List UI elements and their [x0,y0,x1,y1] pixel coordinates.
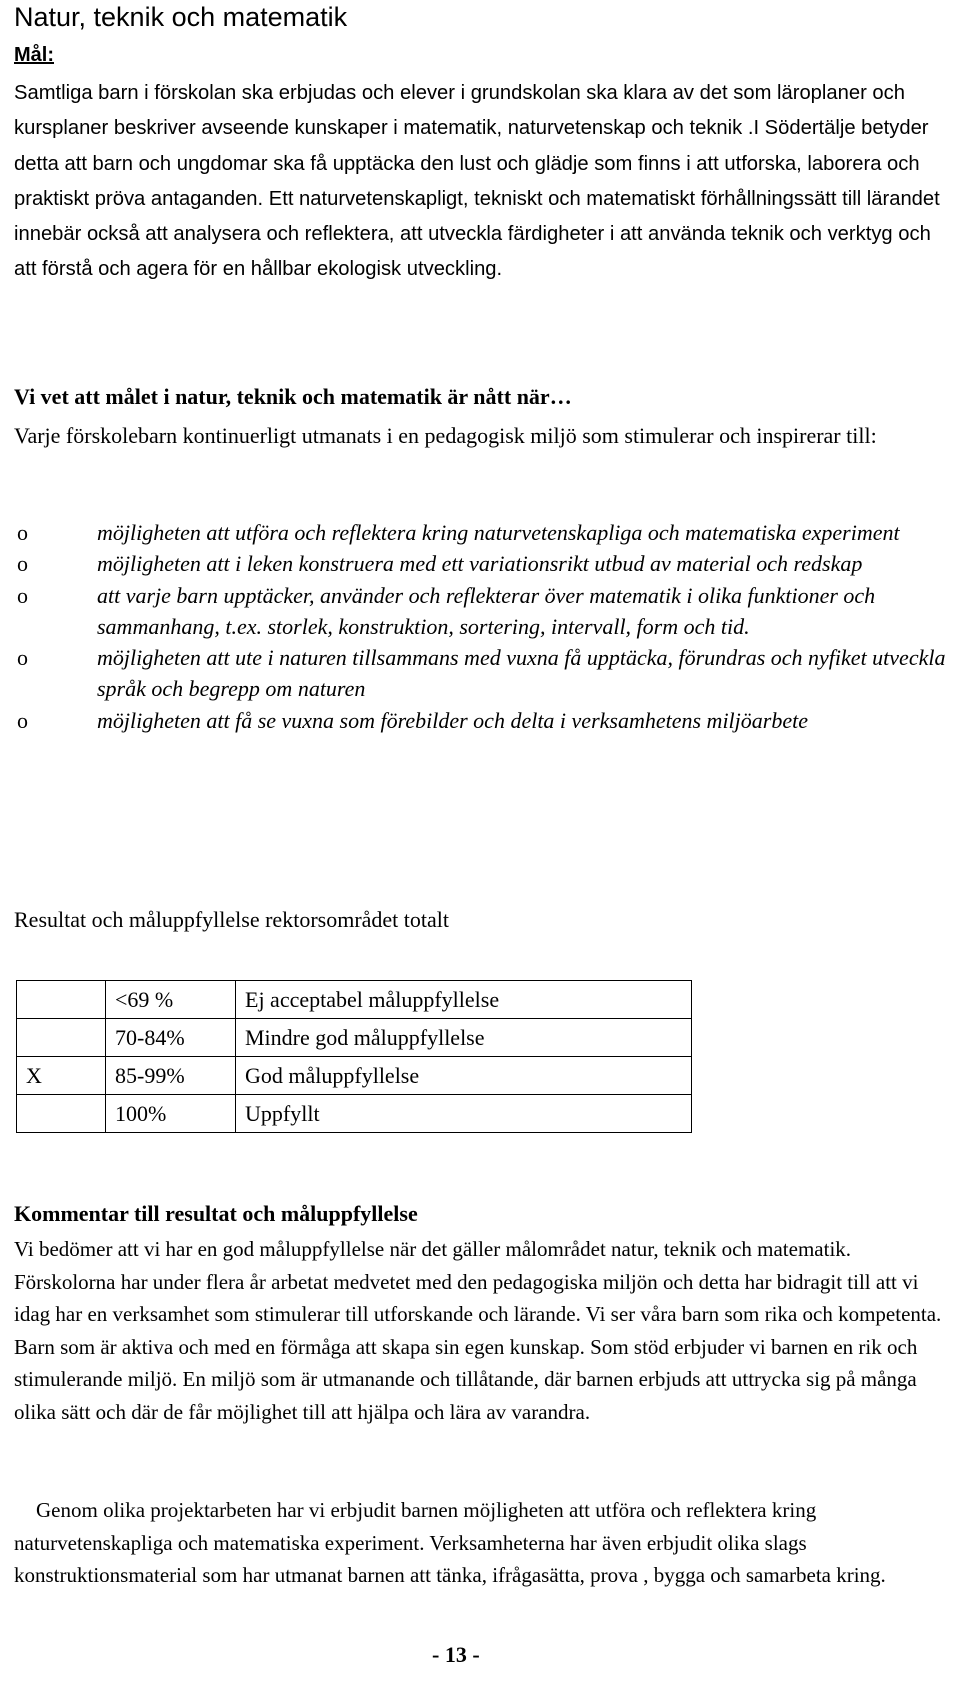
result-range-cell: 100% [106,1095,236,1133]
comment-paragraph: Vi bedömer att vi har en god måluppfyllelse när det gäller målområdet natur, teknik och matematik. Förskolorna har under flera år arbetat medvetet med den pedagogiska miljön och detta har bidragit till att vi idag har en verksamhet som stimulerar till utforskande och lärande. Vi ser våra barn som rika och kompetenta. Barn som är aktiva och med en förmåga att skapa sin egen kunskap. Som stöd erbjuder vi barnen en rik och stimulerande miljö. En miljö som är utmanande och tillåtande, där barnen erbjuds att uttrycka sig på många olika sätt och där de får möjlighet till att hjälpa och lära av varandra. [14,1237,942,1424]
page-number: - 13 - [432,1642,480,1667]
list-item-text: möjligheten att ute i naturen tillsammans med vuxna få upptäcka, förundras och nyfiket utveckla språk och begrepp om naturen [97,645,946,702]
result-mark-cell [17,1095,106,1133]
page-title: Natur, teknik och matematik [14,2,348,32]
result-mark-cell [17,1019,106,1057]
result-range-cell: 85-99% [106,1057,236,1095]
bullet-marker: o [17,582,28,608]
list-item [14,642,954,705]
result-range-cell: <69 % [106,981,236,1019]
bullet-marker: o [17,707,28,733]
table-row [17,981,692,1019]
result-range-cell: 70-84% [106,1019,236,1057]
result-label-cell: Uppfyllt [236,1095,692,1133]
result-label-cell: Ej acceptabel måluppfyllelse [236,981,692,1019]
list-item-text: möjligheten att få se vuxna som förebilder och delta i verksamhetens miljöarbete [97,707,808,733]
bullet-marker: o [17,551,28,577]
result-label-cell: God måluppfyllelse [236,1057,692,1095]
result-mark-cell [17,981,106,1019]
comment-heading: Kommentar till resultat och måluppfyllelse [14,1201,418,1226]
table-row [17,1057,692,1095]
achieved-intro: Varje förskolebarn kontinuerligt utmanats i en pedagogisk miljö som stimulerar och inspirerar till: [14,423,877,448]
achieved-list [14,517,954,736]
list-item-text: möjligheten att utföra och reflektera kring naturvetenskapliga och matematiska experiment [97,520,900,545]
table-row [17,1019,692,1057]
goal-label: Mål: [14,44,54,66]
table-row [17,1095,692,1133]
list-item [14,548,954,579]
bullet-marker: o [17,645,28,671]
comment-paragraph: Genom olika projektarbeten har vi erbjudit barnen möjligheten att utföra och reflektera kring naturvetenskapliga och matematiska experiment. Verksamheterna har även erbjudit olika slags konstruktionsmaterial som har utmanat barnen att tänka, ifrågasätta, prova , bygga och samarbeta kring. [14,1498,886,1587]
list-item [14,580,954,643]
achieved-heading: Vi vet att målet i natur, teknik och matematik är nått när… [14,384,572,409]
result-table [16,980,692,1133]
result-mark-cell: X [17,1057,106,1095]
goal-paragraph: Samtliga barn i förskolan ska erbjudas och elever i grundskolan ska klara av det som läroplaner och kursplaner beskriver avseende kunskaper i matematik, naturvetenskap och teknik .I Södertälje betyder detta att barn och ungdomar ska få upptäcka den lust och glädje som finns i att utforska, laborera och praktiskt pröva antaganden. Ett naturvetenskapligt, tekniskt och matematiskt förhållningssätt till lärandet innebär också att analysera och reflektera, att utveckla färdigheter i att använda teknik och verktyg och att förstå och agera för en hållbar ekologisk utveckling. [14,82,940,281]
result-label-cell: Mindre god måluppfyllelse [236,1019,692,1057]
list-item [14,517,954,548]
list-item-text: möjligheten att i leken konstruera med ett variationsrikt utbud av material och redskap [97,551,863,577]
list-item-text: att varje barn upptäcker, använder och reflekterar över matematik i olika funktioner och sammanhang, t.ex. storlek, konstruktion, sortering, intervall, form och tid. [97,582,876,639]
bullet-marker: o [17,520,28,545]
list-item [14,705,954,736]
result-heading: Resultat och måluppfyllelse rektorsområdet totalt [14,907,449,932]
